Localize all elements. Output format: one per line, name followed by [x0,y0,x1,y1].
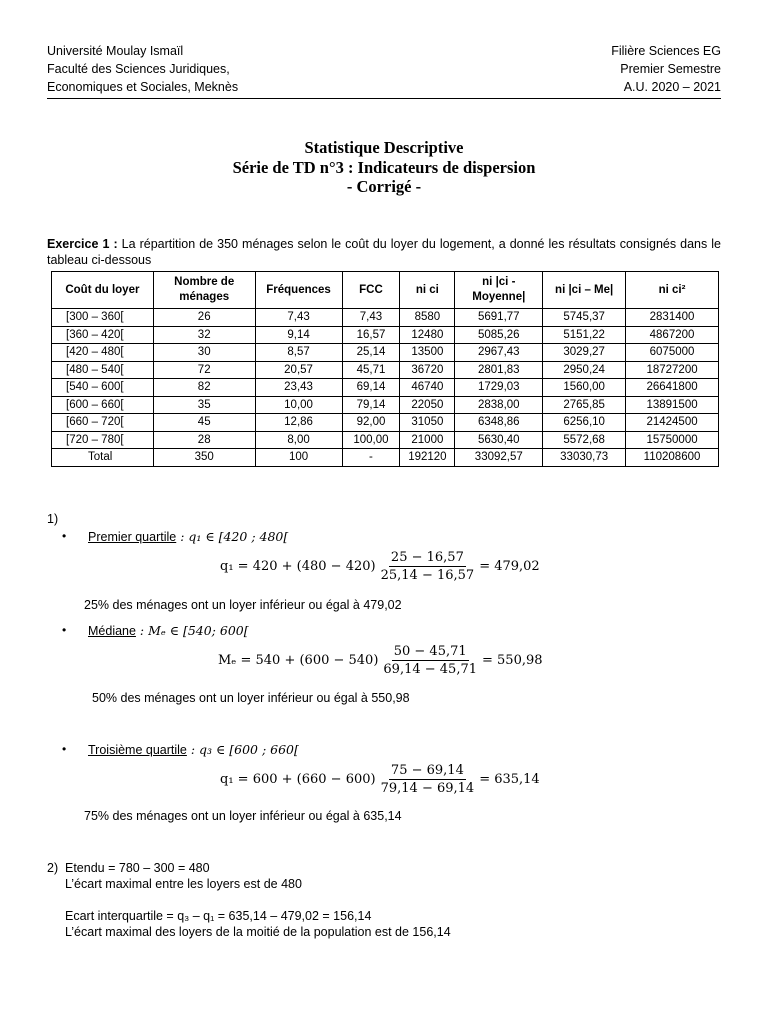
cell-fcc: 100,00 [342,431,400,449]
table-row [52,361,719,379]
cell-ni-ci2: 15750000 [626,431,719,449]
cell-ecart-moyenne: 2967,43 [455,344,543,362]
cell-ecart-moyenne: 5691,77 [455,309,543,327]
col-header-ni-ci: ni ci [400,272,455,309]
total-ni-ci: 192120 [400,449,455,467]
q3-fraction-den: 79,14 − 69,14 [380,781,475,796]
q1-fraction-den: 25,14 − 16,57 [380,568,475,583]
total-frequences: 100 [255,449,342,467]
cell-cout-loyer: [600 – 660[ [52,396,154,414]
cell-frequences: 23,43 [255,379,342,397]
col-header-fcc: FCC [342,272,400,309]
interquartile-interpretation: L’écart maximal des loyers de la moitié de la population est de 156,14 [65,925,451,939]
cell-frequences: 9,14 [255,326,342,344]
cell-fcc: 25,14 [342,344,400,362]
academic-year: A.U. 2020 – 2021 [623,80,721,94]
cell-ecart-moyenne: 2838,00 [455,396,543,414]
program-name: Filière Sciences EG [611,44,721,58]
total-cout-loyer: Total [52,449,154,467]
median-interpretation: 50% des ménages ont un loyer inférieur ou égal à 550,98 [92,691,410,705]
q1-formula-result: = 479,02 [479,559,540,574]
q1-interpretation: 25% des ménages ont un loyer inférieur ou égal à 479,02 [84,598,402,612]
total-ni-ci2: 110208600 [626,449,719,467]
cell-ecart-mediane: 5572,68 [543,431,626,449]
table-row [52,379,719,397]
median-formula-result: = 550,98 [482,653,543,668]
cell-cout-loyer: [360 – 420[ [52,326,154,344]
cell-nombre-menages: 30 [153,344,255,362]
cell-cout-loyer: [300 – 360[ [52,309,154,327]
faculty-name: Faculté des Sciences Juridiques, [47,62,230,76]
col-header-nombre-menages: Nombre de ménages [153,272,255,309]
q1-heading [88,529,288,545]
distribution-table [51,271,719,467]
q3-interval: : q₃ ∈ [600 ; 660[ [186,742,299,757]
cell-ni-ci2: 26641800 [626,379,719,397]
table-header-row [52,272,719,309]
university-name: Université Moulay Ismaïl [47,44,184,58]
table-row [52,344,719,362]
header-left [47,42,238,96]
cell-ecart-moyenne: 2801,83 [455,361,543,379]
q1-fraction-num: 25 − 16,57 [390,550,464,565]
total-nombre-menages: 350 [153,449,255,467]
cell-nombre-menages: 45 [153,414,255,432]
cell-nombre-menages: 32 [153,326,255,344]
q1-fraction [379,550,477,583]
cell-ni-ci2: 4867200 [626,326,719,344]
cell-ni-ci2: 13891500 [626,396,719,414]
bullet-q3: • [62,742,67,756]
title-line-2: Série de TD n°3 : Indicateurs de dispersion [232,157,536,177]
cell-frequences: 10,00 [255,396,342,414]
cell-nombre-menages: 82 [153,379,255,397]
cell-ni-ci2: 21424500 [626,414,719,432]
semester: Premier Semestre [620,62,721,76]
cell-frequences: 20,57 [255,361,342,379]
part-2-block [65,860,451,940]
cell-fcc: 45,71 [342,361,400,379]
table-row [52,326,719,344]
cell-cout-loyer: [660 – 720[ [52,414,154,432]
q1-formula [220,550,540,583]
cell-nombre-menages: 28 [153,431,255,449]
exercise-1-label: Exercice 1 : [47,237,118,251]
table-row [52,414,719,432]
q3-heading [88,742,299,758]
total-fcc: - [342,449,400,467]
cell-frequences: 8,00 [255,431,342,449]
table-total-row [52,449,719,467]
cell-cout-loyer: [420 – 480[ [52,344,154,362]
interquartile-formula: Ecart interquartile = q₃ – q₁ = 635,14 – 479,02 = 156,14 [65,909,372,923]
title-line-3: - Corrigé - [346,177,422,196]
cell-nombre-menages: 72 [153,361,255,379]
median-interval: : Mₑ ∈ [540; 600[ [135,623,249,638]
faculty-name-cont: Economiques et Sociales, Meknès [47,80,239,94]
etendu-formula: Etendu = 780 – 300 = 480 [65,861,210,875]
q3-fraction-num: 75 − 69,14 [390,763,464,778]
cell-fcc: 16,57 [342,326,400,344]
total-ecart-moyenne: 33092,57 [455,449,543,467]
q3-formula-result: = 635,14 [479,772,540,787]
col-header-ecart-moyenne: ni |ci - Moyenne| [455,272,543,309]
total-ecart-mediane: 33030,73 [543,449,626,467]
exercise-1-intro [47,236,721,268]
cell-fcc: 92,00 [342,414,400,432]
median-fraction-den: 69,14 − 45,71 [383,662,477,677]
cell-cout-loyer: [720 – 780[ [52,431,154,449]
bullet-q1: • [62,529,67,543]
col-header-frequences: Fréquences [255,272,342,309]
cell-ni-ci: 22050 [400,396,455,414]
cell-ni-ci2: 6075000 [626,344,719,362]
cell-fcc: 7,43 [342,309,400,327]
median-fraction [381,644,479,677]
median-formula-lhs: Mₑ = 540 + (600 − 540) [218,653,379,668]
q3-fraction [379,763,477,796]
median-heading [88,623,249,639]
bullet-median: • [62,623,67,637]
spacer [65,892,451,908]
cell-ecart-moyenne: 5630,40 [455,431,543,449]
table-row [52,396,719,414]
cell-ecart-mediane: 1560,00 [543,379,626,397]
cell-nombre-menages: 35 [153,396,255,414]
question-1-number: 1) [47,512,59,526]
q3-label: Troisième quartile [88,743,187,757]
cell-ecart-mediane: 5745,37 [543,309,626,327]
cell-ni-ci: 13500 [400,344,455,362]
cell-fcc: 69,14 [342,379,400,397]
q1-formula-lhs: q₁ = 420 + (480 − 420) [220,559,376,574]
cell-ecart-moyenne: 6348,86 [455,414,543,432]
cell-ni-ci: 8580 [400,309,455,327]
cell-ni-ci: 46740 [400,379,455,397]
cell-ni-ci2: 2831400 [626,309,719,327]
q3-formula [220,763,540,796]
median-formula [218,644,543,677]
table-row [52,309,719,327]
q3-formula-lhs: q₁ = 600 + (660 − 600) [220,772,376,787]
cell-ecart-moyenne: 1729,03 [455,379,543,397]
cell-ecart-mediane: 2950,24 [543,361,626,379]
etendu-interpretation: L’écart maximal entre les loyers est de 480 [65,877,302,891]
q1-label: Premier quartile [88,530,177,544]
cell-cout-loyer: [540 – 600[ [52,379,154,397]
cell-ni-ci: 36720 [400,361,455,379]
cell-fcc: 79,14 [342,396,400,414]
document-title [0,138,768,197]
median-fraction-num: 50 − 45,71 [393,644,467,659]
cell-nombre-menages: 26 [153,309,255,327]
q1-interval: : q₁ ∈ [420 ; 480[ [176,529,289,544]
cell-frequences: 12,86 [255,414,342,432]
col-header-cout-loyer: Coût du loyer [52,272,154,309]
table-row [52,431,719,449]
cell-ni-ci: 12480 [400,326,455,344]
cell-ecart-mediane: 3029,27 [543,344,626,362]
cell-ecart-mediane: 5151,22 [543,326,626,344]
col-header-ecart-mediane: ni |ci – Me| [543,272,626,309]
header-right [611,42,721,96]
cell-ni-ci: 31050 [400,414,455,432]
cell-frequences: 7,43 [255,309,342,327]
header-divider [47,98,721,99]
cell-cout-loyer: [480 – 540[ [52,361,154,379]
title-line-1: Statistique Descriptive [304,138,464,157]
cell-ecart-moyenne: 5085,26 [455,326,543,344]
cell-ecart-mediane: 6256,10 [543,414,626,432]
median-label: Médiane [88,624,136,638]
col-header-ni-ci2: ni ci² [626,272,719,309]
question-2-number: 2) [47,861,59,875]
cell-ni-ci: 21000 [400,431,455,449]
q3-interpretation: 75% des ménages ont un loyer inférieur ou égal à 635,14 [84,809,402,823]
exercise-1-text: La répartition de 350 ménages selon le coût du loyer du logement, a donné les résultats consignés dans le tableau ci-dessous [47,237,721,267]
cell-ecart-mediane: 2765,85 [543,396,626,414]
cell-ni-ci2: 18727200 [626,361,719,379]
cell-frequences: 8,57 [255,344,342,362]
